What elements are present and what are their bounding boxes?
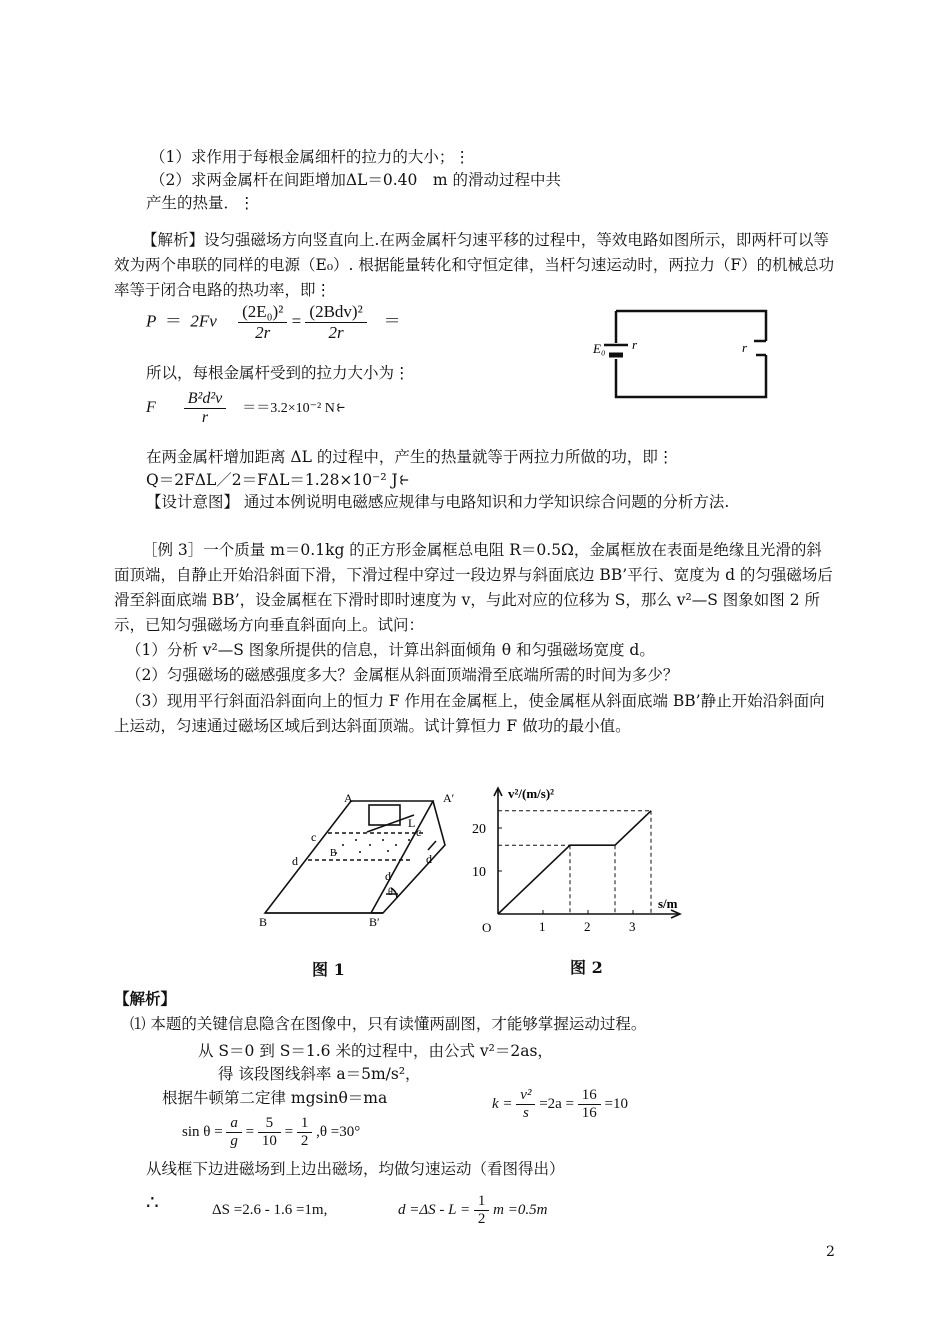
equation-k: k = $\frac{\text{v²}}{s}$ =2a = $\frac{16}{16}$ =10 xyxy=(492,1087,628,1121)
x-tick-label: 3 xyxy=(629,919,636,934)
text-heat: 在两金属杆增加距离 ΔL 的过程中，产生的热量就等于两拉力所做的功，即⋮ xyxy=(146,448,674,466)
label-r1: r xyxy=(632,337,638,352)
label-d-right: d xyxy=(426,852,432,866)
origin-label: O xyxy=(482,920,492,935)
analysis-5: 从线框下边进磁场到上边出磁场，均做匀速运动（看图得出） xyxy=(146,1160,565,1178)
question-2-cont: 产生的热量．⋮ xyxy=(146,194,255,212)
page-number: 2 xyxy=(826,1244,835,1260)
figure-1-incline xyxy=(248,784,468,944)
label-c-right: c xyxy=(416,825,422,839)
label-c: c xyxy=(311,830,317,844)
equation-power: P ＝ 2Fv $\frac{\text{(2E₀)²}}{2r}$ = $\frac{\text{(2Bdv)²}}{2r}$ ＝ xyxy=(146,302,401,342)
equation-d: d =ΔS - L = $\frac{1}{2}$ m =0.5m xyxy=(398,1193,548,1227)
example-3-q3: （3）现用平行斜面沿斜面向上的恒力 F 作用在金属框上，使金属框从斜面底端 BB’静止开始沿斜面向上运动，匀速通过磁场区域后到达斜面顶端。试计算恒力 F 做功的最小值。 xyxy=(114,692,825,735)
label-theta: θ xyxy=(388,887,393,898)
label-d: d xyxy=(292,854,298,868)
circuit-diagram xyxy=(590,305,780,410)
therefore-symbol: ∴ xyxy=(146,1190,159,1214)
label-b-field: B xyxy=(330,848,337,859)
equation-heat: Q＝2FΔL／2＝FΔL＝1.28×10⁻² J⥼ xyxy=(146,471,411,489)
label-a-prime: A′ xyxy=(443,791,455,805)
question-2: （2）求两金属杆在间距增加ΔL＝0.40 m 的滑动过程中共 xyxy=(150,171,561,189)
label-e0: E₀ xyxy=(593,341,606,356)
label-r2: r xyxy=(742,340,748,355)
analysis-3: 得 该段图线斜率 a＝5m/s²， xyxy=(218,1065,421,1083)
figure-2-caption: 图 2 xyxy=(570,958,603,977)
x-axis-label: s/m xyxy=(658,896,678,911)
y-tick-label: 10 xyxy=(472,865,486,880)
label-d-side: d xyxy=(385,869,391,883)
analysis-2: 从 S＝0 到 S＝1.6 米的过程中，由公式 v²＝2as， xyxy=(198,1042,553,1060)
equation-delta-s: ΔS =2.6 - 1.6 =1m, xyxy=(212,1202,328,1218)
text-force: 所以，每根金属杆受到的拉力大小为⋮ xyxy=(146,364,410,382)
equation-sin: sin θ = $\frac{a}{g}$ = $\frac{5}{10}$ = $\frac{1}{2}$ ,θ =30° xyxy=(182,1115,361,1149)
example-3-q2: （2）匀强磁场的磁感强度多大？金属框从斜面顶端滑至底端所需的时间为多少？ xyxy=(126,666,679,684)
figure-1-caption: 图 1 xyxy=(312,960,345,979)
label-a: A xyxy=(344,791,353,805)
x-tick-label: 2 xyxy=(584,919,591,934)
label-b: B xyxy=(259,915,268,929)
x-tick-label: 1 xyxy=(539,919,546,934)
example-3: ［例 3］一个质量 m＝0.1kg 的正方形金属框总电阻 R＝0.5Ω，金属框放在表面是绝缘且光滑的斜面顶端，自静止开始沿斜面下滑，下滑过程中穿过一段边界与斜面底边 BB’平行、宽度为 d 的匀强磁场后滑至斜面底端 BB’，设金属框在下滑时即时速度为 v，与此对应的位移为 S，那么 v²—S 图象如图 2 所示，已知匀强磁场方向垂直斜面向上。试问： xyxy=(114,541,833,634)
analysis-1: ⑴ 本题的关键信息隐含在图像中，只有读懂两副图，才能够掌握运动过程。 xyxy=(130,1015,647,1033)
label-l: L xyxy=(408,816,416,830)
y-axis-label: v²/(m/s)² xyxy=(508,786,555,801)
label-b-prime: B′ xyxy=(369,915,380,929)
design-intent: 【设计意图】 通过本例说明电磁感应规律与电路知识和力学知识综合问题的分析方法. xyxy=(146,493,730,511)
figure-2-chart xyxy=(468,782,693,942)
y-tick-label: 20 xyxy=(472,822,486,837)
series-line xyxy=(498,811,651,914)
example-3-q1: （1）分析 v²—S 图象所提供的信息，计算出斜面倾角 θ 和匀强磁场宽度 d。 xyxy=(126,641,655,659)
analysis-label: 【解析】 xyxy=(114,989,177,1008)
question-1: （1）求作用于每根金属细杆的拉力的大小；⋮ xyxy=(150,148,470,166)
analysis-4: 根据牛顿第二定律 mgsinθ＝ma xyxy=(162,1089,388,1107)
analysis-paragraph: 【解析】设匀强磁场方向竖直向上.在两金属杆匀速平移的过程中，等效电路如图所示，即两杆可以等效为两个串联的同样的电源（E₀）. 根据能量转化和守恒定律，当杆匀速运动时，两拉力（F）的机械总功率等于闭合电路的热功率，即⋮ xyxy=(114,231,835,299)
equation-force: F $\frac{\text{B²d²v}}{r}$ ＝＝3.2×10⁻² N⥼ xyxy=(146,390,347,426)
